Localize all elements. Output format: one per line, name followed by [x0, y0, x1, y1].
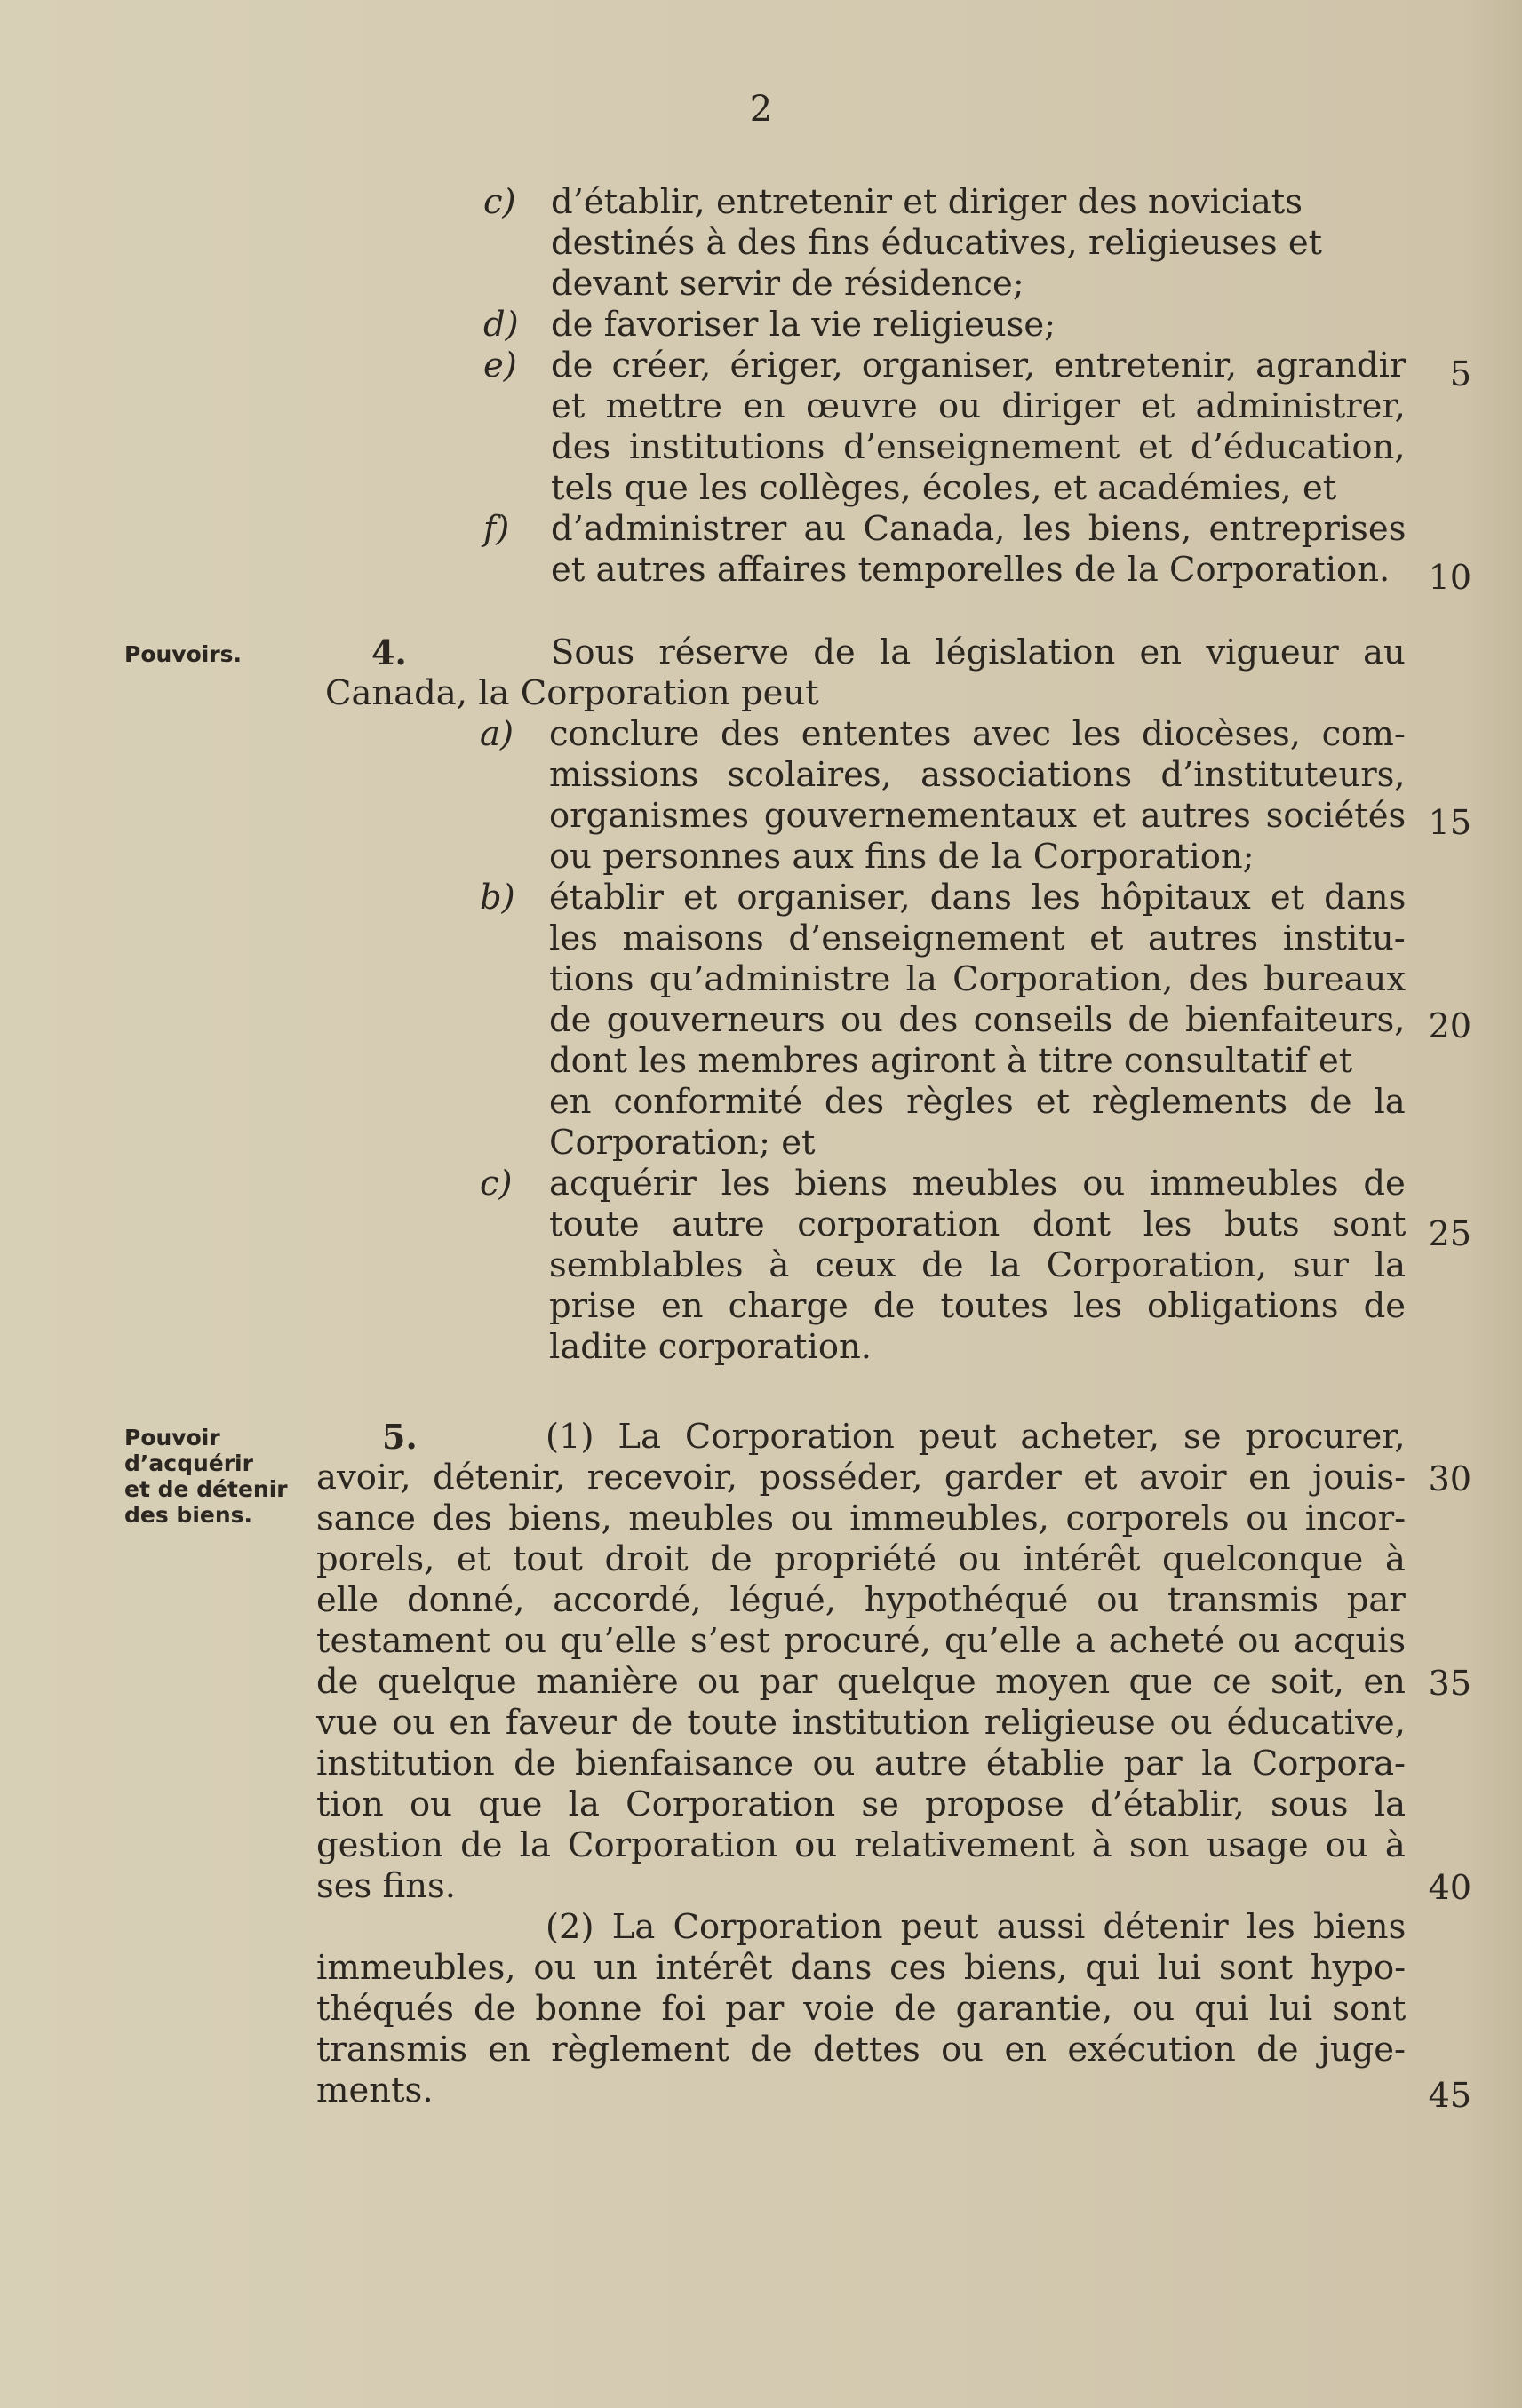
text-line: transmis en règlement de dettes ou en exécution de juge- [316, 2030, 1406, 2070]
text-line: semblables à ceux de la Corporation, sur la [549, 1245, 1406, 1285]
text-line: destinés à des fins éducatives, religieuses et [551, 223, 1323, 263]
text-line: Corporation; et [549, 1123, 816, 1163]
page-number: 2 [749, 89, 773, 130]
text-line: tions qu’administre la Corporation, des bureaux [549, 959, 1406, 999]
text-line: et mettre en œuvre ou diriger et administrer, [551, 386, 1406, 426]
text-line: tels que les collèges, écoles, et académies, et [551, 468, 1337, 508]
line-number: 5 [1449, 354, 1471, 393]
text-line: organismes gouvernementaux et autres sociétés [549, 796, 1406, 836]
text-line: de créer, ériger, organiser, entretenir, agrandir [551, 346, 1406, 385]
item-label-d: d) [483, 305, 519, 345]
margin-note-acquerir: Pouvoir d’acquérir et de détenir des biens. [124, 1425, 288, 1528]
text-line: avoir, détenir, recevoir, posséder, garder et avoir en jouis- [316, 1458, 1406, 1498]
text-line: devant servir de résidence; [551, 264, 1024, 304]
line-number: 10 [1428, 558, 1471, 597]
text-line: ladite corporation. [549, 1327, 873, 1367]
item-label-a: a) [480, 714, 514, 754]
text-line: de gouverneurs ou des conseils de bienfaiteurs, [549, 1000, 1406, 1040]
line-number: 35 [1428, 1664, 1471, 1703]
text-line: testament ou qu’elle s’est procuré, qu’elle a acheté ou acquis [316, 1621, 1406, 1661]
text-line: immeubles, ou un intérêt dans ces biens, qui lui sont hypo- [316, 1948, 1406, 1988]
text-line: de quelque manière ou par quelque moyen que ce soit, en [316, 1662, 1406, 1702]
text-line: acquérir les biens meubles ou immeubles de [549, 1164, 1406, 1204]
text-line: missions scolaires, associations d’instituteurs, [549, 755, 1406, 795]
text-line: Canada, la Corporation peut [325, 673, 819, 713]
text-line: et autres affaires temporelles de la Corporation. [551, 550, 1391, 590]
section-number-4: 4. [371, 632, 407, 672]
line-number: 25 [1428, 1214, 1471, 1253]
line-number: 40 [1428, 1868, 1471, 1907]
line-number: 15 [1428, 803, 1471, 842]
text-line: ments. [316, 2070, 434, 2110]
item-label-f: f) [483, 509, 510, 549]
text-line: sance des biens, meubles ou immeubles, corporels ou incor- [316, 1498, 1406, 1538]
text-line: prise en charge de toutes les obligations de [549, 1286, 1406, 1326]
text-line: gestion de la Corporation ou relativement à son usage ou à [316, 1825, 1406, 1865]
item-label-c: c) [483, 182, 516, 222]
text-line: d’établir, entretenir et diriger des noviciats [551, 182, 1303, 222]
text-line: de favoriser la vie religieuse; [551, 305, 1056, 345]
line-number: 30 [1428, 1459, 1471, 1498]
text-line: les maisons d’enseignement et autres institu- [549, 918, 1406, 958]
text-line: établir et organiser, dans les hôpitaux et dans [549, 878, 1406, 918]
line-number: 45 [1428, 2076, 1471, 2115]
section-number-5: 5. [382, 1417, 418, 1457]
text-line: elle donné, accordé, légué, hypothéqué ou transmis par [316, 1580, 1406, 1620]
text-line: dont les membres agiront à titre consultatif et [549, 1041, 1353, 1081]
text-line: toute autre corporation dont les buts sont [549, 1204, 1406, 1244]
text-line: ses fins. [316, 1866, 457, 1906]
text-line: Sous réserve de la législation en vigueur au [551, 632, 1406, 672]
margin-note-pouvoirs: Pouvoirs. [124, 641, 243, 667]
line-number: 20 [1428, 1006, 1471, 1045]
text-line: des institutions d’enseignement et d’éducation, [551, 427, 1406, 467]
text-line: porels, et tout droit de propriété ou intérêt quelconque à [316, 1539, 1406, 1579]
item-label-e: e) [483, 346, 517, 385]
text-line: tion ou que la Corporation se propose d’établir, sous la [316, 1784, 1406, 1824]
item-label-c: c) [480, 1164, 513, 1204]
text-line: en conformité des règles et règlements de la [549, 1082, 1406, 1122]
text-line: vue ou en faveur de toute institution religieuse ou éducative, [316, 1703, 1406, 1743]
text-line: institution de bienfaisance ou autre établie par la Corpora- [316, 1744, 1406, 1784]
text-line: théqués de bonne foi par voie de garantie, ou qui lui sont [316, 1989, 1406, 2029]
text-line: ou personnes aux fins de la Corporation; [549, 837, 1255, 877]
text-line: (2) La Corporation peut aussi détenir les biens [546, 1907, 1406, 1947]
item-label-b: b) [480, 878, 515, 918]
text-line: (1) La Corporation peut acheter, se procurer, [546, 1417, 1406, 1457]
text-line: d’administrer au Canada, les biens, entreprises [551, 509, 1406, 549]
text-line: conclure des ententes avec les diocèses, com- [549, 714, 1406, 754]
